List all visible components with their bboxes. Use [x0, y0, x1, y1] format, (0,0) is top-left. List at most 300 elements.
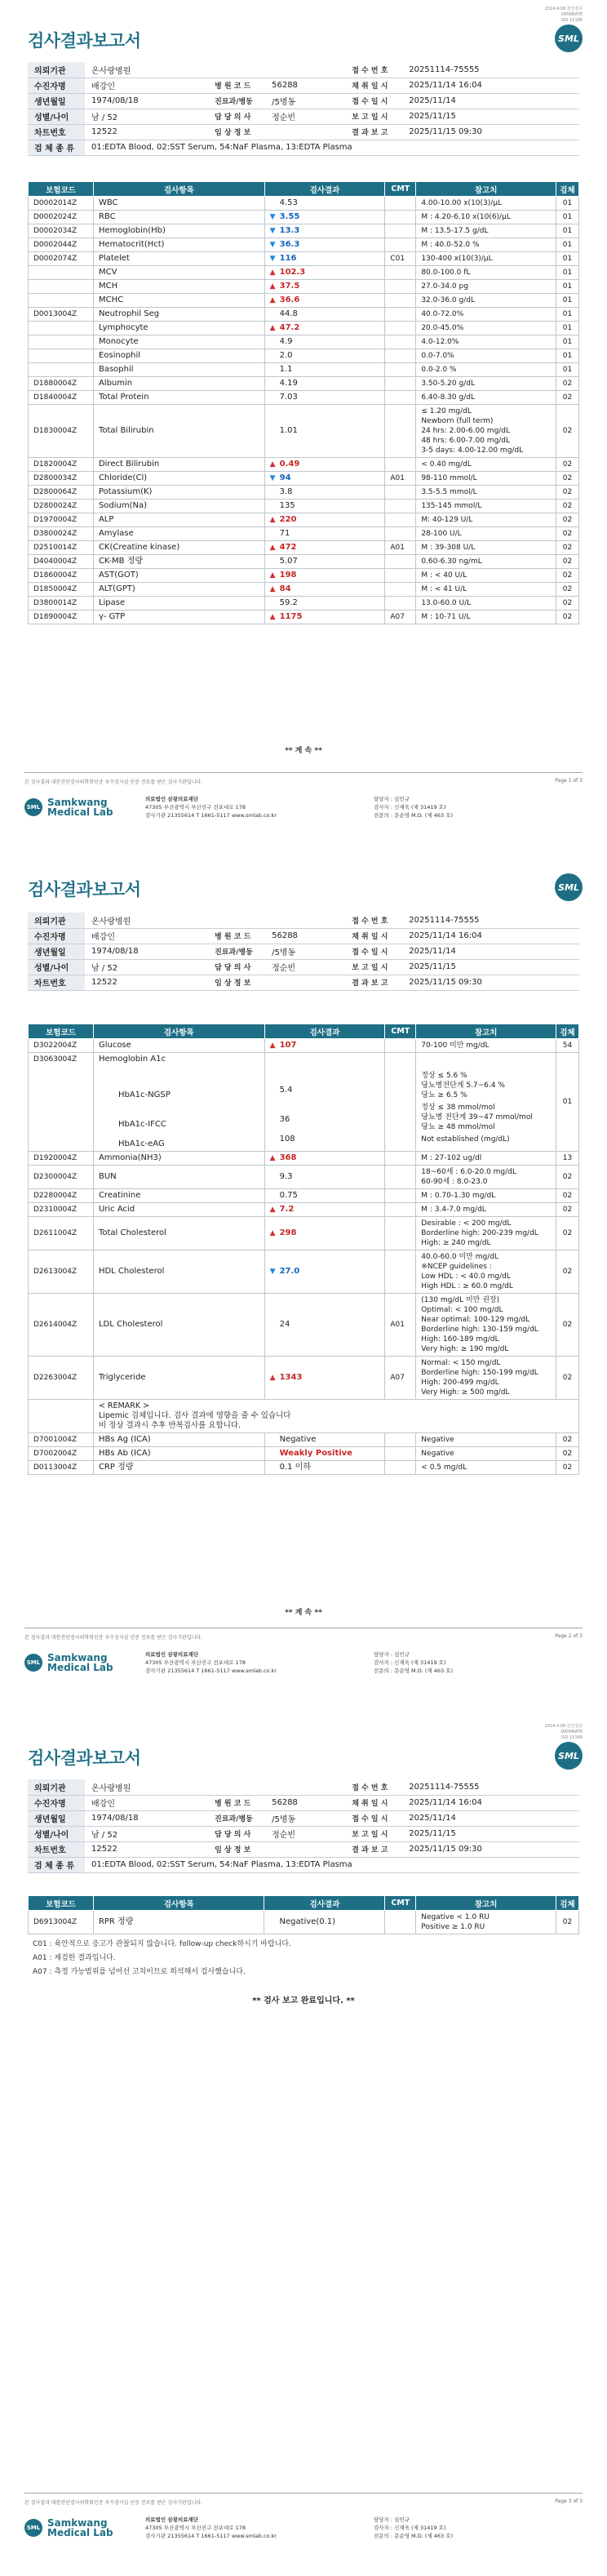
specimen-cell: 13: [556, 1152, 578, 1166]
code-cell: D2800034Z: [29, 472, 94, 486]
test-value: 472: [279, 543, 297, 552]
flag-high-icon: ▲: [269, 1229, 276, 1237]
code-cell: D1830004Z: [29, 405, 94, 458]
flag-high-icon: ▲: [269, 282, 276, 291]
test-name-cell: LDL Cholesterol: [93, 1294, 264, 1357]
code-cell: D2800024Z: [29, 500, 94, 513]
test-value: 4.19: [279, 379, 298, 388]
code-cell: D1850004Z: [29, 583, 94, 597]
specimen-cell: 02: [556, 1461, 578, 1475]
test-name-cell: Ammonia(NH3): [93, 1152, 264, 1166]
table-row: [29, 486, 579, 500]
cmt-cell: [385, 1053, 416, 1152]
code-cell: D7001004Z: [29, 1433, 94, 1447]
specimen-cell: 02: [556, 1294, 578, 1357]
specimen-cell: 02: [556, 1189, 578, 1203]
reference-cell: M: 40-129 U/L: [416, 513, 556, 527]
test-value: Weakly Positive: [279, 1449, 352, 1458]
test-value: 37.5: [279, 282, 300, 291]
flag-low-icon: ▼: [269, 241, 276, 249]
test-name-cell: Total Cholesterol: [93, 1217, 264, 1250]
flag-high-icon: ▲: [269, 460, 276, 469]
test-value: 5.4: [279, 1086, 293, 1095]
value-cell: [264, 500, 385, 513]
flag-high-icon: ▲: [269, 1374, 276, 1382]
value-cell: [264, 1433, 385, 1447]
reference-cell: 4.00-10.00 x(10(3)/μL: [416, 197, 556, 211]
code-cell: D0113004Z: [29, 1461, 94, 1475]
reference-cell: 6.40-8.30 g/dL: [416, 391, 556, 405]
value-cell: [264, 1053, 385, 1152]
cmt-cell: [385, 569, 416, 583]
table-row: [29, 541, 579, 555]
table-row: [29, 280, 579, 294]
code-cell: D3022004Z: [29, 1039, 94, 1053]
sml-logo: SML: [555, 24, 583, 52]
test-name-cell: Lymphocyte: [93, 322, 264, 335]
specimen-cell: 02: [556, 1357, 578, 1400]
test-name-cell: BUN: [93, 1166, 264, 1189]
value-cell: [264, 363, 385, 377]
table-row: [29, 1357, 579, 1400]
code-cell: [29, 1400, 94, 1433]
value-cell: [264, 1447, 385, 1461]
cmt-cell: [385, 238, 416, 252]
reference-cell: Desirable : < 200 mg/dL Borderline high: 200-239 mg/dL High: ≥ 240 mg/dL: [416, 1217, 556, 1250]
value-cell: [264, 252, 385, 266]
reference-cell: 3.50-5.20 g/dL: [416, 377, 556, 391]
test-name-cell: Total Protein: [93, 391, 264, 405]
test-value: 107: [279, 1041, 297, 1050]
flag-low-icon: ▼: [269, 474, 276, 482]
specimen-cell: 54: [556, 1039, 578, 1053]
sml-logo: SML: [555, 1742, 583, 1770]
results-table: 보험코드 검사항목 검사결과 CMT 참고치 검체 D0002014Z WBC 4.53 4.00-10.00 x(10(3)/μL 01 D0002024Z RBC ▼ 3.55 M : 4.20-6.10 x(10(6)/μL 01 D0002034Z Hemoglobin(Hb) ▼ 13.3 M : 13.5-17.5 g/dL 01 D0002044Z Hematocrit(Hct) ▼ 36.3 M : 40.0-52.0 % 01 D0002074Z Platelet ▼ 116 C01 130-400 x(10(3)/μL 01 MCV ▲ 102.3 80.0-100.0 fL 01 MCH ▲ 37.5 27.0-34.0 pg 01 MCHC ▲ 36.6 32.0-36.0 g/dL 01 D0013004Z Neutrophil Seg 44.8 40.0-72.0% 01 Lymphocyte ▲ 47.2 20.0-45.0% 01 Monocyte 4.9 4.0-12.0% 01 Eosinophil 2.0 0.0-7.0% 01 Basophil 1.1 0.0-2.0 % 01 D1880004Z Albumin 4.19 3.50-5.20 g/dL 02 D1840004Z Total Protein 7.03 6.40-8.30 g/dL 02 D1830004Z Total Bilirubin 1.01 ≤ 1.20 mg/dL Newborn (full term) 24 hrs: 2.00-6.00 mg/dL 48 hrs: 6.00-7.00 mg/dL 3-5 days: 4.00-12.00 mg/dL 02 D1820004Z Direct Bilirubin ▲ 0.49 < 0.40 mg/dL 02 D2800034Z Chloride(Cl) ▼ 94 A01 98-110 mmol/L 02 D2800064Z Potassium(K) 3.8 3.5-5.5 mmol/L 02 D2800024Z Sodium(Na) 135 135-145 mmol/L 02 D1970004Z ALP ▲ 220 M: 40-129 U/L 02 D3800024Z Amylase 71 28-100 U/L 02 D2510014Z CK(Creatine kinase) ▲ 472 A01 M : 39-308 U/L 02 D4040004Z CK-MB 정량 5.07 0.60-6.30 ng/mL 02 D1860004Z AST(GOT) ▲ 198 M : < 40 U/L 02 D1850004Z ALT(GPT) ▲ 84 M : < 41 U/L 02 D3800014Z Lipase 59.2 13.0-60.0 U/L 02 D1890004Z γ- GTP ▲ 1175 A07 M : 10-71 U/L 02: [28, 181, 579, 624]
table-row: [29, 308, 579, 322]
value-cell: [264, 513, 385, 527]
test-name-cell: Glucose: [93, 1039, 264, 1053]
cmt-cell: A01: [385, 472, 416, 486]
cmt-cell: [385, 363, 416, 377]
value-cell: [264, 308, 385, 322]
test-name-cell: Chloride(Cl): [93, 472, 264, 486]
specimen-cell: 02: [556, 1433, 578, 1447]
reference-cell: M : 39-308 U/L: [416, 541, 556, 555]
table-row: [29, 1152, 579, 1166]
value-cell: [264, 266, 385, 280]
test-value: 44.8: [279, 309, 298, 318]
test-name-cell: ALP: [93, 513, 264, 527]
page-title: 검사결과보고서: [28, 1748, 141, 1768]
test-value: 7.2: [279, 1205, 295, 1214]
reference-text: 정상 ≤ 5.6 % 당뇨병전단계 5.7~6.4 % 당뇨 ≥ 6.5 %: [421, 1072, 505, 1099]
specimen-cell: 02: [556, 583, 578, 597]
cmt-cell: [385, 527, 416, 541]
value-cell: [264, 541, 385, 555]
sub-test-name: HbA1c-NGSP: [117, 1090, 171, 1099]
code-cell: D0002034Z: [29, 224, 94, 238]
code-cell: D7002004Z: [29, 1447, 94, 1461]
code-cell: D2280004Z: [29, 1189, 94, 1203]
specimen-cell: 01: [556, 238, 578, 252]
reference-cell: 70-100 미만 mg/dL: [416, 1039, 556, 1053]
table-row: [29, 458, 579, 472]
reference-cell: [416, 1053, 556, 1152]
value-cell: [264, 597, 385, 611]
table-row: [29, 335, 579, 349]
code-cell: D1860004Z: [29, 569, 94, 583]
flag-high-icon: ▲: [269, 585, 276, 593]
reference-cell: 40.0-60.0 미만 mg/dL ※NCEP guidelines : Low HDL : < 40.0 mg/dL High HDL : ≥ 60.0 mg/dL: [416, 1250, 556, 1294]
code-cell: [29, 349, 94, 363]
test-name-cell: Sodium(Na): [93, 500, 264, 513]
test-name-cell: CK(Creatine kinase): [93, 541, 264, 555]
value-cell: [264, 1166, 385, 1189]
test-name-cell: RBC: [93, 211, 264, 224]
flag-high-icon: ▲: [269, 1154, 276, 1162]
reference-cell: 18~60세 : 6.0-20.0 mg/dL 60-90세 : 8.0-23.0: [416, 1166, 556, 1189]
specimen-cell: 01: [556, 335, 578, 349]
value-cell: [264, 1203, 385, 1217]
reference-cell: < 0.40 mg/dL: [416, 458, 556, 472]
table-row: [29, 224, 579, 238]
table-row: [29, 238, 579, 252]
page-title: 검사결과보고서: [28, 31, 141, 51]
test-name-cell: Eosinophil: [93, 349, 264, 363]
table-row: [29, 527, 579, 541]
test-value: 102.3: [279, 268, 306, 277]
table-row: [29, 1203, 579, 1217]
reference-cell: 80.0-100.0 fL: [416, 266, 556, 280]
code-cell: D0002044Z: [29, 238, 94, 252]
test-name-cell: Monocyte: [93, 335, 264, 349]
table-row: [29, 1911, 579, 1934]
specimen-cell: 01: [556, 211, 578, 224]
specimen-cell: 02: [556, 569, 578, 583]
test-value: 0.1 이하: [279, 1463, 311, 1472]
code-cell: D2613004Z: [29, 1250, 94, 1294]
cmt-cell: [385, 1461, 416, 1475]
specimen-cell: 01: [556, 294, 578, 308]
specimen-cell: 02: [556, 527, 578, 541]
value-cell: [264, 611, 385, 624]
test-name-cell: Albumin: [93, 377, 264, 391]
note-a07: A07 : 측정 가능범위를 넘어선 고치이므로 희석해서 검사했습니다.: [33, 1968, 246, 1976]
code-cell: D2300004Z: [29, 1166, 94, 1189]
sml-logo: SML: [555, 873, 583, 901]
table-row: [29, 1053, 579, 1152]
test-name-cell: [93, 1053, 264, 1152]
table-row: [29, 211, 579, 224]
value-cell: [264, 405, 385, 458]
table-row: [29, 555, 579, 569]
code-cell: D6913004Z: [29, 1911, 94, 1934]
comment-notes: [33, 1938, 291, 1979]
test-name-cell: HBs Ag (ICA): [93, 1433, 264, 1447]
test-value: Negative(0.1): [279, 1917, 336, 1926]
test-value: 1343: [279, 1373, 303, 1382]
note-a01: A01 : 재검한 결과입니다.: [33, 1954, 116, 1962]
value-cell: [264, 1039, 385, 1053]
table-row: [29, 1217, 579, 1250]
specimen-cell: 02: [556, 513, 578, 527]
cmt-cell: C01: [385, 252, 416, 266]
reference-cell: 130-400 x(10(3)/μL: [416, 252, 556, 266]
test-value: 3.55: [279, 212, 300, 221]
value-cell: [264, 322, 385, 335]
code-cell: D3063004Z: [29, 1053, 94, 1152]
specimen-cell: 01: [556, 280, 578, 294]
reference-cell: 0.60-6.30 ng/mL: [416, 555, 556, 569]
flag-high-icon: ▲: [269, 516, 276, 524]
value-cell: [264, 280, 385, 294]
cmt-cell: [385, 458, 416, 472]
test-value: 220: [279, 515, 297, 524]
specimen-cell: 01: [556, 224, 578, 238]
reference-cell: Negative: [416, 1433, 556, 1447]
sub-test-name: HbA1c-eAG: [117, 1139, 165, 1148]
cmt-cell: [385, 1039, 416, 1053]
cmt-cell: [385, 377, 416, 391]
page-footer: 본 검사결과 대한진단검사의학회인증 우수검사실 인증 진료를 받은 검사기관입니다. Page 3 of 3 SML Samkwang Medical Lab 의료법인 삼광의료재단 47305 부산광역시 부산진구 전포대로 178 검사기관 21355614 T 1661-5117 www.smlab.co.kr 담당자 : 심민규 검사자 : 신재욱 (제 31419 호) 전문의 : 문순영 M.D. (제 463 호): [24, 2493, 583, 2540]
code-cell: D2614004Z: [29, 1294, 94, 1357]
page-number: Page 2 of 3: [555, 1633, 583, 1639]
test-value: Negative: [279, 1435, 317, 1444]
flag-low-icon: ▼: [269, 255, 276, 263]
value-cell: [264, 1189, 385, 1203]
flag-high-icon: ▲: [269, 571, 276, 580]
code-cell: D2263004Z: [29, 1357, 94, 1400]
test-value: 47.2: [279, 323, 300, 332]
test-value: 27.0: [279, 1267, 300, 1276]
reference-cell: M : < 40 U/L: [416, 569, 556, 583]
report-page-2: [0, 859, 607, 1717]
remark-row: [29, 1400, 579, 1433]
page-footer: 본 검사결과 대한진단검사의학회인증 우수검사실 인증 진료를 받은 검사기관입니다. Page 2 of 3 SML Samkwang Medical Lab 의료법인 삼광의료재단 47305 부산광역시 부산진구 전포대로 178 검사기관 21355614 T 1661-5117 www.smlab.co.kr 담당자 : 심민규 검사자 : 신재욱 (제 31419 호) 전문의 : 문순영 M.D. (제 463 호): [24, 1628, 583, 1675]
cmt-cell: [385, 583, 416, 597]
code-cell: D1970004Z: [29, 513, 94, 527]
test-value: 116: [279, 254, 297, 263]
specimen-cell: 02: [556, 1911, 578, 1934]
table-row: [29, 1461, 579, 1475]
value-cell: [264, 472, 385, 486]
test-value: 368: [279, 1153, 297, 1162]
test-value: 13.3: [279, 226, 300, 235]
code-cell: [29, 335, 94, 349]
test-value: 135: [279, 501, 295, 510]
specimen-cell: 02: [556, 458, 578, 472]
table-row: [29, 197, 579, 211]
cmt-cell: [385, 486, 416, 500]
code-cell: D0002024Z: [29, 211, 94, 224]
test-value: 298: [279, 1228, 297, 1237]
test-name-cell: Total Bilirubin: [93, 405, 264, 458]
table-row: [29, 391, 579, 405]
test-name-cell: HBs Ab (ICA): [93, 1447, 264, 1461]
test-value: 4.53: [279, 198, 298, 207]
specimen-cell: 02: [556, 1217, 578, 1250]
flag-low-icon: ▼: [269, 1268, 276, 1276]
specimen-cell: 02: [556, 597, 578, 611]
code-cell: D0013004Z: [29, 308, 94, 322]
cmt-cell: A01: [385, 541, 416, 555]
table-row: [29, 513, 579, 527]
test-name-cell: Platelet: [93, 252, 264, 266]
cmt-cell: [385, 1447, 416, 1461]
specimen-cell: 01: [556, 322, 578, 335]
value-cell: [264, 458, 385, 472]
cmt-cell: [385, 335, 416, 349]
table-row: [29, 472, 579, 486]
reference-cell: 40.0-72.0%: [416, 308, 556, 322]
table-row: [29, 405, 579, 458]
reference-cell: M : 0.70-1.30 mg/dL: [416, 1189, 556, 1203]
certification-mark: 2024.4.08.전산검증 DATAMATE ISO 15189: [544, 7, 583, 23]
report-page-1: [0, 0, 607, 859]
cmt-cell: [385, 280, 416, 294]
test-value: 5.07: [279, 557, 298, 566]
remark-text: < REMARK > Lipemic 검체입니다. 검사 결과에 영향을 줄 수 있습니다 비 정상 결과시 추후 반복검사를 요합니다.: [93, 1400, 578, 1433]
value-cell: [264, 391, 385, 405]
flag-low-icon: ▼: [269, 227, 276, 235]
reference-cell: M : 40.0-52.0 %: [416, 238, 556, 252]
test-value: 59.2: [279, 598, 298, 607]
cmt-cell: [385, 1203, 416, 1217]
test-name-cell: CRP 정량: [93, 1461, 264, 1475]
test-name-cell: HDL Cholesterol: [93, 1250, 264, 1294]
reference-cell: M : 10-71 U/L: [416, 611, 556, 624]
specimen-cell: 01: [556, 308, 578, 322]
test-value: 9.3: [279, 1172, 293, 1181]
reference-cell: 13.0-60.0 U/L: [416, 597, 556, 611]
value-cell: [264, 569, 385, 583]
cmt-cell: [385, 555, 416, 569]
test-name-cell: Hematocrit(Hct): [93, 238, 264, 252]
specimen-cell: 02: [556, 377, 578, 391]
patient-info-table: 의뢰기관 온사랑병원 접 수 번 호 20251114-75555 수진자명 배강인 병 원 코 드 56288 채 취 일 시 2025/11/14 16:04 생년월일 1974/08/18 진료과/병동 /5병동 접 수 일 시 2025/11/14 성별/나이 남 / 52 담 당 의 사 정순빈 보 고 일 시 2025/11/15 차트번호 12522 임 상 정 보 결 과 보 고 2025/11/15 09:30 검 체 종 류 01:EDTA Blood, 02:SST Serum, 54:NaF Plasma, 13:EDTA Plasma: [28, 1779, 579, 1873]
code-cell: D1820004Z: [29, 458, 94, 472]
cmt-cell: [385, 1189, 416, 1203]
test-name-cell: AST(GOT): [93, 569, 264, 583]
page-number: Page 3 of 3: [555, 2498, 583, 2504]
test-value: 1.1: [279, 365, 293, 374]
code-cell: D2310004Z: [29, 1203, 94, 1217]
test-value: 108: [279, 1135, 295, 1144]
test-name-cell: MCH: [93, 280, 264, 294]
report-end-label: ** 검사 보고 완료입니다. **: [252, 1996, 355, 2005]
table-row: [29, 363, 579, 377]
table-row: [29, 377, 579, 391]
flag-high-icon: ▲: [269, 269, 276, 277]
value-cell: [264, 197, 385, 211]
reference-text: 정상 ≤ 38 mmol/mol 당뇨병 전단계 39~47 mmol/mol 당뇨 ≥ 48 mmol/mol: [421, 1104, 533, 1131]
test-name-cell: Direct Bilirubin: [93, 458, 264, 472]
specimen-cell: 01: [556, 252, 578, 266]
cmt-cell: [385, 1217, 416, 1250]
flag-high-icon: ▲: [269, 324, 276, 332]
table-row: [29, 294, 579, 308]
cmt-cell: [385, 224, 416, 238]
code-cell: D0002074Z: [29, 252, 94, 266]
test-name-cell: Amylase: [93, 527, 264, 541]
patient-info-table: 의뢰기관 온사랑병원 접 수 번 호 20251114-75555 수진자명 배강인 병 원 코 드 56288 채 취 일 시 2025/11/14 16:04 생년월일 1974/08/18 진료과/병동 /5병동 접 수 일 시 2025/11/14 성별/나이 남 / 52 담 당 의 사 정순빈 보 고 일 시 2025/11/15 차트번호 12522 임 상 정 보 결 과 보 고 2025/11/15 09:30: [28, 913, 579, 991]
code-cell: D3800014Z: [29, 597, 94, 611]
cmt-cell: [385, 211, 416, 224]
sub-test-name: HbA1c-IFCC: [117, 1120, 166, 1129]
specimen-cell: 02: [556, 1203, 578, 1217]
value-cell: [264, 349, 385, 363]
test-value: 4.9: [279, 337, 293, 346]
reference-cell: 4.0-12.0%: [416, 335, 556, 349]
continued-label: ** 계 속 **: [285, 747, 322, 755]
reference-cell: M : 13.5-17.5 g/dL: [416, 224, 556, 238]
test-name-cell: γ- GTP: [93, 611, 264, 624]
cmt-cell: [385, 405, 416, 458]
test-value: 3.8: [279, 487, 293, 496]
code-cell: D1890004Z: [29, 611, 94, 624]
table-row: [29, 597, 579, 611]
test-value: 36.6: [279, 295, 300, 304]
code-cell: D2510014Z: [29, 541, 94, 555]
code-cell: D4040004Z: [29, 555, 94, 569]
reference-text: Not established (mg/dL): [421, 1135, 510, 1144]
test-name-cell: Creatinine: [93, 1189, 264, 1203]
value-cell: [264, 527, 385, 541]
cmt-cell: [385, 349, 416, 363]
specimen-cell: 01: [556, 349, 578, 363]
cmt-cell: [385, 322, 416, 335]
table-row: [29, 349, 579, 363]
specimen-cell: 02: [556, 541, 578, 555]
code-cell: D1880004Z: [29, 377, 94, 391]
cmt-cell: [385, 294, 416, 308]
patient-info-table: 의뢰기관 온사랑병원 접 수 번 호 20251114-75555 수진자명 배강인 병 원 코 드 56288 채 취 일 시 2025/11/14 16:04 생년월일 1974/08/18 진료과/병동 /5병동 접 수 일 시 2025/11/14 성별/나이 남 / 52 담 당 의 사 정순빈 보 고 일 시 2025/11/15 차트번호 12522 임 상 정 보 결 과 보 고 2025/11/15 09:30 검 체 종 류 01:EDTA Blood, 02:SST Serum, 54:NaF Plasma, 13:EDTA Plasma: [28, 62, 579, 156]
cmt-cell: [385, 1166, 416, 1189]
code-cell: [29, 363, 94, 377]
test-value: 0.75: [279, 1191, 298, 1200]
reference-cell: M : < 41 U/L: [416, 583, 556, 597]
specimen-cell: 02: [556, 1250, 578, 1294]
reference-cell: Negative: [416, 1447, 556, 1461]
reference-cell: 0.0-2.0 %: [416, 363, 556, 377]
table-row: [29, 569, 579, 583]
page-number: Page 1 of 3: [555, 778, 583, 784]
reference-cell: 20.0-45.0%: [416, 322, 556, 335]
specimen-cell: 02: [556, 500, 578, 513]
value-cell: [264, 486, 385, 500]
value-cell: [264, 335, 385, 349]
test-value: 1.01: [279, 426, 298, 435]
specimen-cell: 01: [556, 197, 578, 211]
table-row: [29, 252, 579, 266]
flag-high-icon: ▲: [269, 544, 276, 552]
code-cell: [29, 294, 94, 308]
reference-cell: 135-145 mmol/L: [416, 500, 556, 513]
cmt-cell: A07: [385, 1357, 416, 1400]
test-name-cell: Potassium(K): [93, 486, 264, 500]
table-row: [29, 583, 579, 597]
test-value: 71: [279, 529, 290, 538]
specimen-cell: 02: [556, 1166, 578, 1189]
table-row: [29, 500, 579, 513]
results-table: 보험코드 검사항목 검사결과 CMT 참고치 검체 D3022004Z Glucose ▲ 107 70-100 미만 mg/dL 54 D3063004Z Hemoglobin A1c HbA1c-NGSP HbA1c-IFCC HbA1c-eAG 5.4 36 108 정상 ≤ 5.6 % 당뇨병전단계 5.7~6.4 % 당뇨 ≥ 6.5 % 정상 ≤ 38 mmol/mol 당뇨병 전단계 39~47 mmol/mol 당뇨 ≥ 48 mmol/mol Not established (mg/dL) 01 D1920004Z Ammonia(NH3) ▲ 368 M : 27-102 ug/dl 13 D2300004Z BUN 9.3 18~60세 : 6.0-20.0 mg/dL 60-90세 : 8.0-23.0 02 D2280004Z Creatinine 0.75 M : 0.70-1.30 mg/dL 02 D2310004Z Uric Acid ▲ 7.2 M : 3.4-7.0 mg/dL 02 D2611004Z Total Cholesterol ▲ 298 Desirable : < 200 mg/dL Borderline high: 200-239 mg/dL High: ≥ 240 mg/dL 02 D2613004Z HDL Cholesterol ▼ 27.0 40.0-60.0 미만 mg/dL ※NCEP guidelines : Low HDL : < 40.0 mg/dL High HDL : ≥ 60.0 mg/dL 02 D2614004Z LDL Cholesterol 24 A01 (130 mg/dL 미만 권장) Optimal: < 100 mg/dL Near optimal: 100-129 mg/dL Borderline high: 130-159 mg/dL High: 160-189 mg/dL Very high: ≥ 190 mg/dL 02 D2263004Z Triglyceride ▲ 1343 A07 Normal: < 150 mg/dL Borderline high: 150-199 mg/dL High: 200-499 mg/dL Very High: ≥ 500 mg/dL 02 < REMARK > Lipemic 검체입니다. 검사 결과에 영향을 줄 수 있습니다 비 정상 결과시 추후 반복검사를 요합니다. D7001004Z HBs Ag (ICA) Negative Negative 02 D7002004Z HBs Ab (ICA) Weakly Positive Negative 02 D0113004Z CRP 정량 0.1 이하 < 0.5 mg/dL 02: [28, 1024, 579, 1475]
table-row: [29, 1039, 579, 1053]
table-row: [29, 1189, 579, 1203]
test-value: 7.03: [279, 393, 298, 402]
flag-high-icon: ▲: [269, 296, 276, 304]
specimen-cell: 02: [556, 486, 578, 500]
cmt-cell: [385, 197, 416, 211]
